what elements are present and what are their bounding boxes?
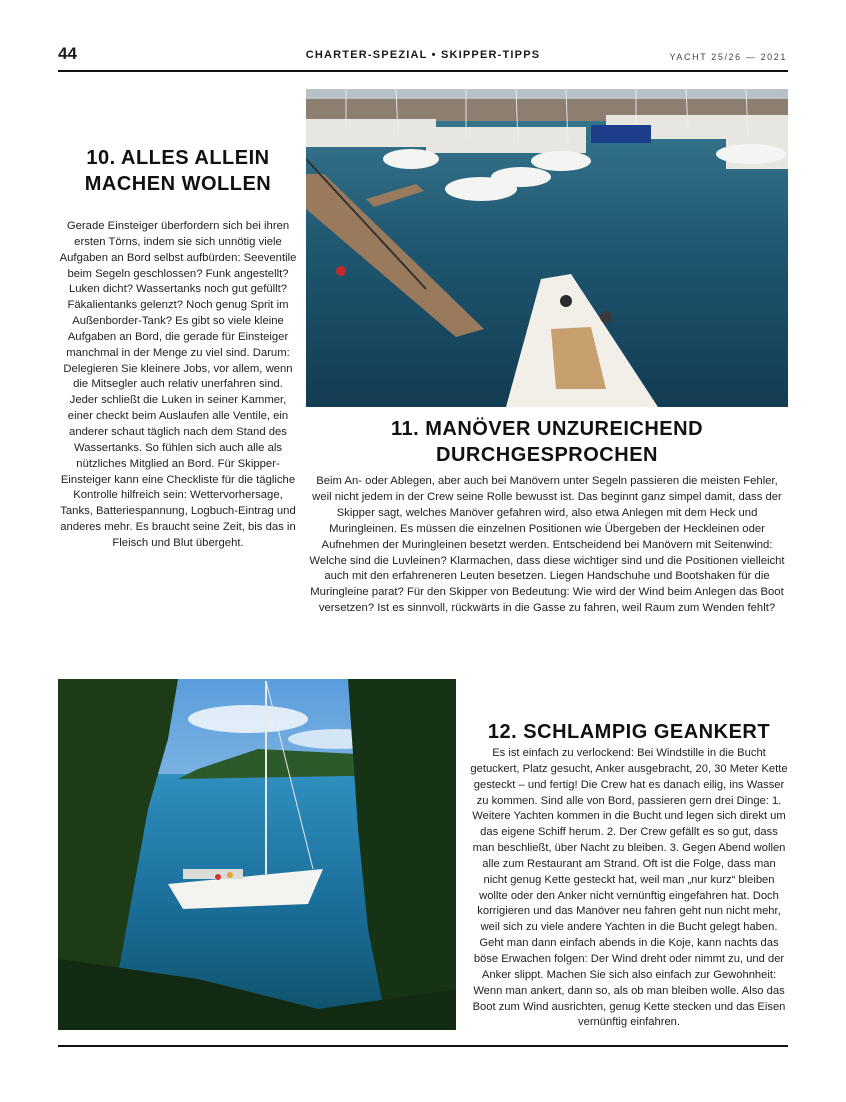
article-11-title: 11. MANÖVER UNZUREICHEND DURCHGESPROCHEN <box>390 418 704 466</box>
article-10-body: Gerade Einsteiger überfordern sich bei ihren ersten Törns, indem sie sich unnötig viele Aufgaben an Bord selbst aufbürden: Seeventile beim Segeln geschlossen? Funk angestellt? Luken dicht? Wassertanks noch gut gefüllt? Fäkalientanks gelenzt? Noch genug Sprit im Außenborder-Tank? Es gibt so viele kleine Aufgaben an Bord, die gerade für Einsteiger manchmal in der Menge zu viel sind. Darum: Delegieren Sie kleinere Jobs, vor allem, wenn die Mitsegler auch relativ unerfahren sind. Jeder schließt die Luken in seiner Kammer, einer checkt beim Auslaufen alle Ventile, ein anderer schaut täglich nach dem Stand des Wassertanks. So fühlen sich auch alle als nützliches Mitglied an Bord. Für Skipper-Einsteiger kann eine Checkliste für die tägliche Kontrolle hilfreich sein: Wettervorhersage, Tanks, Batteriespannung, Logbuch-Eintrag und anderes mehr. Es braucht seine Zeit, bis das in Fleisch und Blut übergeht. <box>59 220 297 549</box>
footer-rule <box>58 1045 788 1047</box>
article-12-title: 12. SCHLAMPIG GEANKERT <box>487 721 771 743</box>
bay-photo <box>58 679 456 1030</box>
issue-info: YACHT 25/26 — 2021 <box>669 52 787 62</box>
header-rule <box>58 70 788 72</box>
article-12-body: Es ist einfach zu verlockend: Bei Windstille in die Bucht getuckert, Platz gesucht, Anker ausgebracht, 20, 30 Meter Kette gesteckt – und fertig! Die Crew hat es danach eilig, ins Wasser zu kommen. Sind alle von Bord, passieren gern drei Dinge: 1. Weitere Yachten kommen in die Bucht und legen sich direkt um das eigene Schiff herum. 2. Der Crew gefällt es so gut, dass man beschließt, über Nacht zu bleiben. 3. Gegen Abend wollen alle zum Restaurant am Strand. Oft ist die Folge, dass man nicht genug Kette gesteckt hat, weil man „nur kurz“ bleiben wollte oder den Anker nicht vernünftig eingefahren hat. Doch korrigieren und das Manöver neu fahren geht nun nicht mehr, weil sich zu viele andere Yachten in die Bucht gelegt haben. Geht man dann einfach abends in die Koje, kann nachts das böse Erwachen folgen: Der Wind dreht oder nimmt zu, und der Anker slippt. Machen Sie sich also einfach zur Gewohnheit: Wenn man ankert, dann so, als ob man bleiben wolle. Also das Boot zum Wind ausrichten, genug Kette stecken und das Eisen vernünftig einfahren. <box>470 747 788 1029</box>
article-11-body: Beim An- oder Ablegen, aber auch bei Manövern unter Segeln passieren die meisten Fehler, weil nicht jedem in der Crew seine Rolle bewusst ist. Das beginnt ganz simpel damit, dass der Skipper sagt, welches Manöver gefahren wird, also etwa Anlegen mit dem Heck und Muringleinen. Es müssen die einzelnen Positionen wie Übergeben der Heckleinen oder Aufnehmen der Muringleinen besetzt werden. Entscheidend bei Manövern mit Seitenwind: Welche sind die Luvleinen? Klarmachen, dass diese wichtiger sind und die Positionen vielleicht auch mit den erfahreneren Leuten besetzen. Liegen Handschuhe und Bootshaken für die Muringleine parat? Für den Skipper von Bedeutung: Wie wird der Wind beim Anlegen das Boot versetzen? Ist es sinnvoll, rückwärts in die Gasse zu fahren, weil Raum zum Wenden fehlt? <box>309 475 785 615</box>
page-number: 44 <box>58 44 77 63</box>
section-title: CHARTER-SPEZIAL • SKIPPER-TIPPS <box>305 49 541 61</box>
article-10-title: 10. ALLES ALLEIN MACHEN WOLLEN <box>84 147 272 195</box>
marina-photo <box>306 89 788 407</box>
